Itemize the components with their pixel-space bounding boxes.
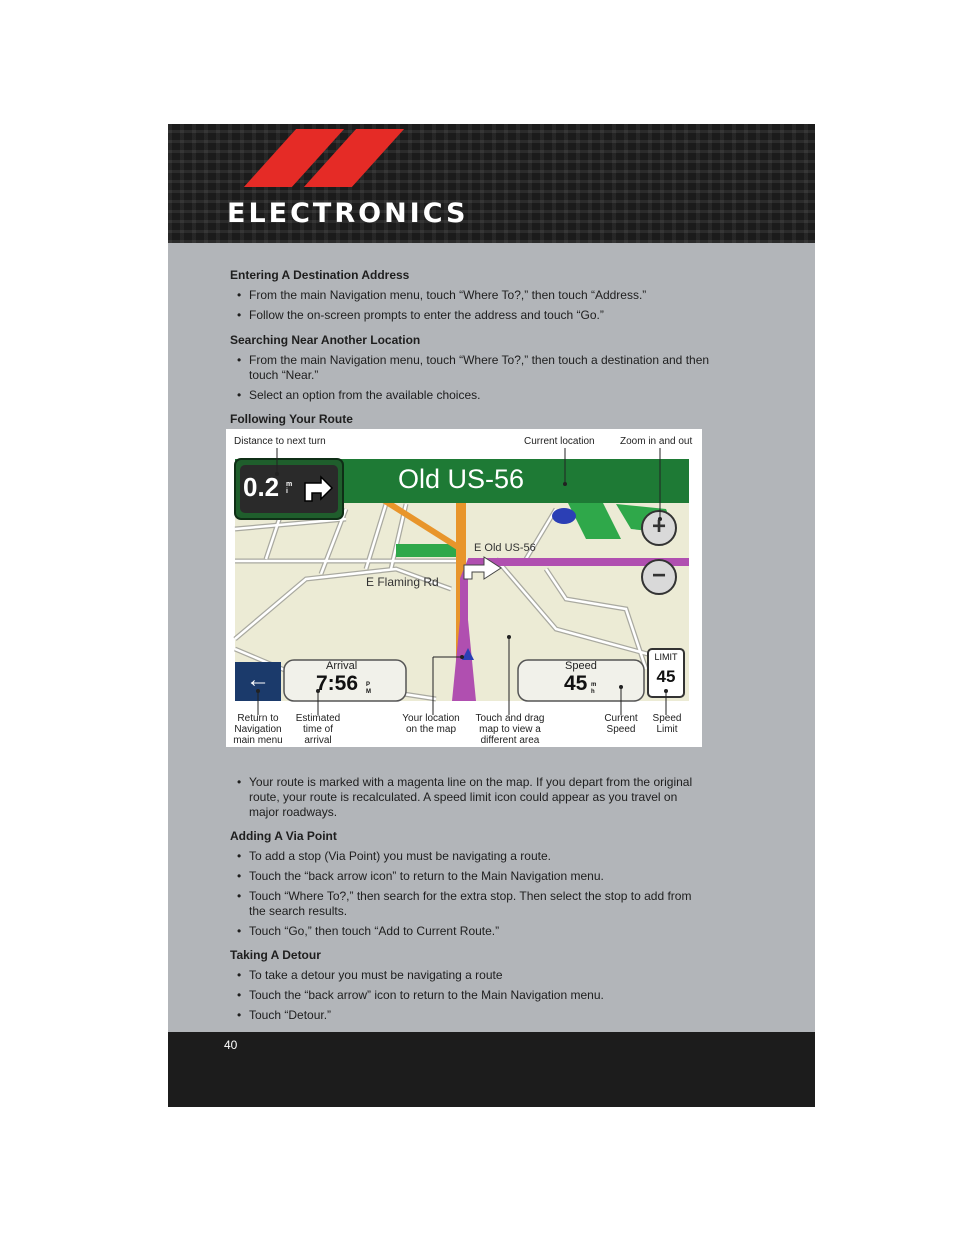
bullet-list	[230, 849, 710, 939]
list-item: • Select an option from the available choices.	[230, 388, 710, 403]
heading-taking-detour: Taking A Detour	[230, 948, 321, 962]
heading-searching-near: Searching Near Another Location	[230, 333, 421, 347]
list-item: • Touch the “back arrow” icon to return to the Main Navigation menu.	[230, 988, 710, 1003]
limit-value: 45	[656, 667, 676, 686]
cross-street-label: E Old US-56	[474, 542, 536, 554]
speed-unit	[591, 682, 596, 696]
distance-value: 0.2	[243, 472, 280, 502]
callout-current-location: Current location	[524, 436, 595, 447]
list-item: • Follow the on-screen prompts to enter the address and touch “Go.”	[230, 308, 710, 323]
callout-eta: Estimated time of arrival	[295, 713, 341, 746]
page-number: 40	[224, 1038, 238, 1052]
arrival-time: 7:56	[316, 672, 359, 695]
bullet-list	[230, 968, 710, 1023]
road-label: E Flaming Rd	[366, 575, 439, 589]
speed-label: Speed	[565, 660, 597, 672]
back-arrow-button[interactable]: ←	[246, 666, 270, 693]
callout-touch-drag: Touch and drag map to view a different area	[475, 713, 545, 746]
heading-adding-via-point: Adding A Via Point	[230, 829, 337, 843]
speed-unit-bottom: h	[591, 689, 595, 695]
speed-unit-top: m	[591, 682, 597, 688]
list-item: • Touch “Where To?,” then search for the extra stop. Then select the stop to add from the search results.	[230, 889, 710, 919]
section-header	[168, 124, 815, 243]
navigation-screen-figure	[226, 429, 702, 747]
bullet-list	[230, 775, 710, 820]
arrival-suffix	[366, 682, 371, 696]
zoom-in-button[interactable]: +	[651, 513, 666, 540]
distance-unit-bottom: i	[286, 488, 288, 495]
limit-label: LIMIT	[654, 652, 678, 662]
list-item: • From the main Navigation menu, touch “Where To?,” then touch “Address.”	[230, 288, 710, 303]
distance-unit-top: m	[286, 481, 293, 488]
callout-current-speed: Current Speed	[604, 713, 638, 735]
list-item: • Your route is marked with a magenta line on the map. If you depart from the original route, your route is recalculated. A speed limit icon could appear as you travel on major roadways.	[230, 775, 710, 820]
section-title: ELECTRONICS	[227, 198, 469, 229]
callout-your-location: Your location on the map	[402, 713, 460, 735]
list-item: • Touch the “back arrow icon” to return to the Main Navigation menu.	[230, 869, 710, 884]
list-item: • To take a detour you must be navigating a route	[230, 968, 710, 983]
list-item: • Touch “Detour.”	[230, 1008, 710, 1023]
arrival-suffix-bottom: M	[366, 689, 371, 695]
list-item: • To add a stop (Via Point) you must be navigating a route.	[230, 849, 710, 864]
list-item: • Touch “Go,” then touch “Add to Current Route.”	[230, 924, 710, 939]
arrival-label: Arrival	[326, 660, 358, 672]
callout-zoom: Zoom in and out	[620, 436, 693, 447]
bullet-list	[230, 288, 710, 323]
zoom-out-button[interactable]: −	[651, 562, 666, 589]
callout-speed-limit: Speed Limit	[652, 713, 682, 735]
bullet-list	[230, 353, 710, 403]
arrival-suffix-top: P	[366, 682, 371, 688]
heading-following-route: Following Your Route	[230, 412, 353, 426]
list-item: • From the main Navigation menu, touch “Where To?,” then touch a destination and then touch “Near.”	[230, 353, 710, 383]
callout-distance: Distance to next turn	[234, 436, 326, 447]
footer-bar	[168, 1032, 815, 1107]
street-name: Old US-56	[398, 464, 525, 494]
distance-unit	[286, 481, 292, 495]
speed-value: 45	[564, 672, 588, 695]
heading-entering-destination: Entering A Destination Address	[230, 268, 410, 282]
callout-return-nav: Return to Navigation main menu	[233, 713, 283, 746]
